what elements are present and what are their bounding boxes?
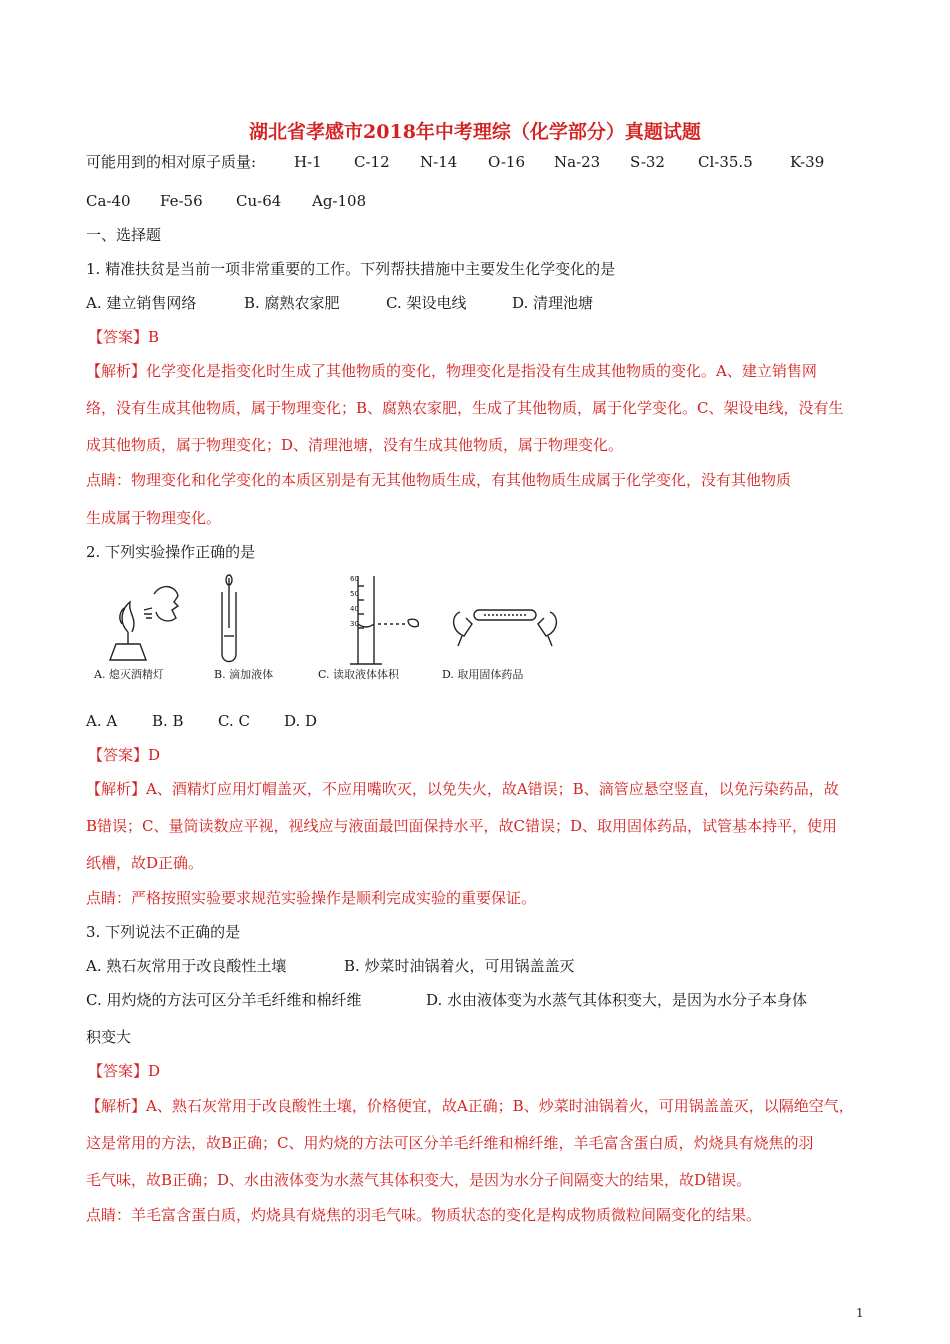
q1-option-b: B. 腐熟农家肥: [244, 294, 340, 312]
q3-options-line1: [86, 956, 575, 976]
q2-analysis-line3: 纸槽，故D正确。: [86, 854, 204, 872]
q1-analysis-text1: 化学变化是指变化时生成了其他物质的变化，物理变化是指没有生成其他物质的变化。A、建立销售网: [146, 362, 817, 380]
mass-h: H-1: [294, 153, 322, 171]
figure-caption-d: D. 取用固体药品: [442, 668, 524, 681]
section-heading: 一、选择题: [86, 226, 162, 244]
q3-analysis-tag: 【解析】: [86, 1097, 147, 1115]
graduated-cylinder-icon: [350, 576, 418, 664]
q1-analysis-line3: 成其他物质，属于物理变化；D、清理池塘，没有生成其他物质，属于物理变化。: [86, 436, 624, 454]
mass-fe: Fe-56: [160, 192, 203, 210]
mass-c: C-12: [354, 153, 390, 171]
mass-na: Na-23: [554, 153, 601, 171]
page-title: 湖北省孝感市2018年中考理综（化学部分）真题试题: [249, 121, 701, 143]
q3-option-d: D. 水由液体变为水蒸气其体积变大，是因为水分子本身体: [426, 991, 808, 1009]
q2-option-c: C. C: [218, 712, 250, 730]
q3-analysis-line3: 毛气味，故B正确；D、水由液体变为水蒸气其体积变大，是因为水分子间隔变大的结果，故D错误。: [86, 1171, 752, 1189]
q1-analysis-line2: 络，没有生成其他物质，属于物理变化；B、腐熟农家肥，生成了其他物质，属于化学变化。C、架设电线，没有生: [86, 399, 844, 417]
q2-option-a: A. A: [86, 712, 118, 730]
q3-analysis-line2: 这是常用的方法，故B正确；C、用灼烧的方法可区分羊毛纤维和棉纤维，羊毛富含蛋白质，灼烧具有烧焦的羽: [86, 1134, 814, 1152]
q3-options-line2: [86, 990, 808, 1010]
page-number: 1: [856, 1306, 864, 1320]
q3-option-a: A. 熟石灰常用于改良酸性土壤: [86, 957, 287, 975]
mass-cu: Cu-64: [236, 192, 282, 210]
q2-figure: [88, 572, 568, 690]
mass-o: O-16: [488, 153, 526, 171]
q1-note-line1: 点睛：物理变化和化学变化的本质区别是有无其他物质生成，有其他物质生成属于化学变化，没有其他物质: [86, 471, 792, 489]
mass-ca: Ca-40: [86, 192, 131, 210]
q2-analysis-line2: B错误；C、量筒读数应平视，视线应与液面最凹面保持水平，故C错误；D、取用固体药品，试管基本持平，使用: [86, 817, 838, 835]
q2-analysis-text1: A、酒精灯应用灯帽盖灭，不应用嘴吹灭，以免失火，故A错误；B、滴管应悬空竖直，以免污染药品，故: [146, 780, 839, 798]
q1-analysis-line1: [86, 361, 817, 381]
hands-holding-test-tube-icon: [454, 610, 557, 646]
atomic-masses-row2: [86, 191, 367, 211]
q2-analysis-tag: 【解析】: [86, 780, 147, 798]
q2-option-d: D. D: [284, 712, 318, 730]
mass-ag: Ag-108: [312, 192, 367, 210]
scale-label-40: 40: [350, 605, 359, 613]
q1-option-d: D. 清理池塘: [512, 294, 594, 312]
q3-note: 点睛：羊毛富含蛋白质，灼烧具有烧焦的羽毛气味。物质状态的变化是构成物质微粒间隔变化的结果。: [86, 1206, 762, 1224]
mass-n: N-14: [420, 153, 458, 171]
mass-cl: Cl-35.5: [698, 153, 753, 171]
q2-analysis-line1: [86, 779, 839, 799]
scale-label-50: 50: [350, 590, 359, 598]
q1-options: [86, 293, 594, 313]
atomic-masses-label: 可能用到的相对原子质量:: [86, 153, 257, 171]
q3-option-c: C. 用灼烧的方法可区分羊毛纤维和棉纤维: [86, 991, 362, 1009]
q3-analysis-line1: [86, 1096, 854, 1116]
q1-option-a: A. 建立销售网络: [86, 294, 197, 312]
q1-option-c: C. 架设电线: [386, 294, 467, 312]
q2-options: [86, 711, 318, 731]
q2-stem: 2. 下列实验操作正确的是: [86, 543, 256, 561]
q2-note: 点睛：严格按照实验要求规范实验操作是顺利完成实验的重要保证。: [86, 889, 537, 907]
q2-answer: 【答案】D: [88, 746, 161, 764]
q3-analysis-text1: A、熟石灰常用于改良酸性土壤，价格便宜，故A正确；B、炒菜时油锅着火，可用锅盖盖灭，以隔绝空气，: [146, 1097, 854, 1115]
q3-options-line3: 积变大: [86, 1028, 132, 1046]
q1-answer: 【答案】B: [88, 328, 160, 346]
q3-stem: 3. 下列说法不正确的是: [86, 923, 241, 941]
figure-caption-b: B. 滴加液体: [214, 668, 274, 681]
figure-caption-c: C. 读取液体体积: [318, 668, 400, 681]
q1-stem: 1. 精准扶贫是当前一项非常重要的工作。下列帮扶措施中主要发生化学变化的是: [86, 260, 616, 278]
face-blowing-icon: [144, 587, 178, 621]
scale-label-30: 30: [350, 620, 359, 628]
figure-caption-a: A. 熄灭酒精灯: [94, 668, 164, 681]
q1-note-line2: 生成属于物理变化。: [86, 509, 222, 527]
q2-option-b: B. B: [152, 712, 184, 730]
q3-option-b: B. 炒菜时油锅着火，可用锅盖盖灭: [344, 957, 575, 975]
mass-s: S-32: [630, 153, 665, 171]
q1-analysis-tag: 【解析】: [86, 362, 147, 380]
atomic-masses-row1: [86, 152, 825, 172]
scale-label-60: 60: [350, 575, 359, 583]
test-tube-dropper-icon: [222, 575, 236, 662]
mass-k: K-39: [790, 153, 825, 171]
q3-answer: 【答案】D: [88, 1062, 161, 1080]
alcohol-lamp-icon: [110, 602, 146, 660]
